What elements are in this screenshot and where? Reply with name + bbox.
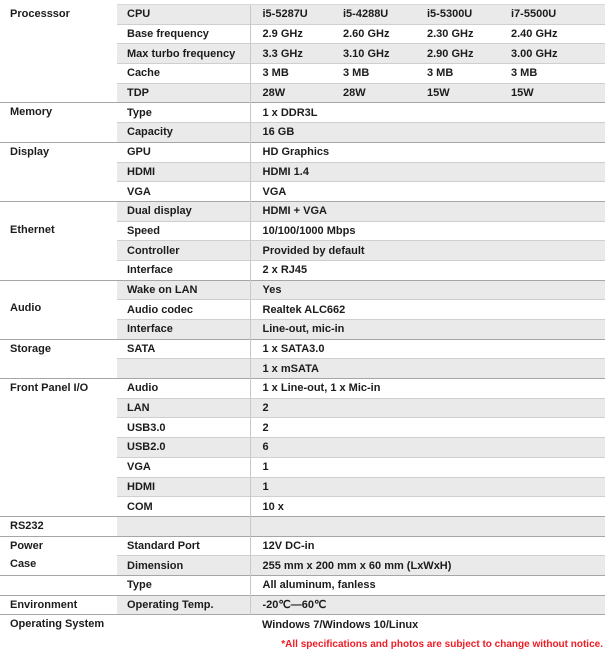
spec-value-cell: 2.9 GHz [250, 24, 331, 44]
spec-value-cell: i7-5500U [499, 5, 605, 25]
spec-table [0, 4, 605, 634]
spec-row [0, 615, 605, 634]
spec-value-cell: HDMI 1.4 [250, 162, 605, 182]
spec-value-cell: 15W [415, 83, 499, 103]
spec-label-cell [117, 615, 250, 634]
spec-value-cell: Realtek ALC662 [250, 300, 605, 320]
spec-value-cell: 28W [250, 83, 331, 103]
category-label: Operating System [10, 618, 105, 631]
spec-row [0, 280, 605, 300]
category-label: Environment [10, 598, 78, 611]
spec-value-cell: -20℃—60℃ [250, 595, 605, 615]
spec-label-cell: Max turbo frequency [117, 44, 250, 64]
spec-value-cell: 2 x RJ45 [250, 260, 605, 280]
spec-value-cell: HDMI + VGA [250, 201, 605, 221]
spec-label-cell: Dimension [117, 556, 250, 576]
spec-value-cell: 1 x SATA3.0 [250, 339, 605, 359]
category-cell [0, 5, 117, 103]
category-label: Processsor [10, 7, 70, 20]
spec-value-cell: 2.30 GHz [415, 24, 499, 44]
spec-row [0, 142, 605, 162]
category-cell [0, 595, 117, 615]
spec-label-cell: Audio [117, 379, 250, 399]
spec-label-cell: HDMI [117, 477, 250, 497]
spec-value-cell: 3 MB [331, 64, 415, 84]
spec-value-cell: 2 [250, 398, 605, 418]
spec-label-cell: VGA [117, 457, 250, 477]
spec-value-cell: 255 mm x 200 mm x 60 mm (LxWxH) [250, 556, 605, 576]
spec-value-cell: Provided by default [250, 241, 605, 261]
spec-label-cell: Dual display [117, 201, 250, 221]
spec-value-cell: Windows 7/Windows 10/Linux [250, 615, 605, 634]
spec-value-cell: 3 MB [499, 64, 605, 84]
spec-label-cell: HDMI [117, 162, 250, 182]
category-cell [0, 339, 117, 378]
category-label: Ethernet [10, 223, 55, 236]
category-cell [0, 536, 117, 575]
spec-row [0, 379, 605, 399]
spec-label-cell: Controller [117, 241, 250, 261]
spec-value-cell: 16 GB [250, 123, 605, 143]
spec-label-cell: COM [117, 497, 250, 517]
spec-value-cell: 28W [331, 83, 415, 103]
spec-label-cell: Speed [117, 221, 250, 241]
spec-label-cell: TDP [117, 83, 250, 103]
spec-value-cell: Line-out, mic-in [250, 320, 605, 340]
spec-label-cell: Operating Temp. [117, 595, 250, 615]
spec-row [0, 5, 605, 25]
category-cell [0, 103, 117, 142]
spec-label-cell: Capacity [117, 123, 250, 143]
category-cell [0, 201, 117, 280]
spec-value-cell: 2 [250, 418, 605, 438]
spec-label-cell: Interface [117, 320, 250, 340]
spec-value-cell: 10/100/1000 Mbps [250, 221, 605, 241]
spec-value-cell: 3 MB [250, 64, 331, 84]
spec-row [0, 516, 605, 536]
spec-label-cell: Interface [117, 260, 250, 280]
spec-row [0, 536, 605, 556]
spec-value-cell: i5-5300U [415, 5, 499, 25]
spec-label-cell: USB3.0 [117, 418, 250, 438]
spec-value-cell: i5-4288U [331, 5, 415, 25]
spec-label-cell: VGA [117, 182, 250, 202]
category-label: RS232 [10, 519, 44, 532]
spec-value-cell: 3.3 GHz [250, 44, 331, 64]
spec-label-cell [117, 516, 250, 536]
spec-row [0, 575, 605, 595]
spec-label-cell: GPU [117, 142, 250, 162]
spec-value-cell: HD Graphics [250, 142, 605, 162]
spec-value-cell: 1 [250, 477, 605, 497]
spec-label-cell: Wake on LAN [117, 280, 250, 300]
category-cell [0, 379, 117, 517]
category-cell [0, 280, 117, 339]
category-label: Storage [10, 342, 51, 355]
spec-value-cell: 6 [250, 438, 605, 458]
spec-value-cell: 12V DC-in [250, 536, 605, 556]
category-label: Audio [10, 302, 42, 315]
category-label: Memory [10, 106, 53, 119]
spec-value-cell: 2.40 GHz [499, 24, 605, 44]
category-label: Display [10, 145, 50, 158]
spec-label-cell: Audio codec [117, 300, 250, 320]
spec-value-cell: All aluminum, fanless [250, 575, 605, 595]
spec-value-cell: 1 [250, 457, 605, 477]
spec-label-cell: Type [117, 575, 250, 595]
spec-value-cell: i5-5287U [250, 5, 331, 25]
spec-row [0, 339, 605, 359]
category-cell [0, 575, 117, 595]
category-label: Power [10, 539, 44, 552]
spec-value-cell: 1 x Line-out, 1 x Mic-in [250, 379, 605, 399]
spec-value-cell: 3.10 GHz [331, 44, 415, 64]
spec-row [0, 201, 605, 221]
spec-value-cell: 1 x mSATA [250, 359, 605, 379]
spec-label-cell: SATA [117, 339, 250, 359]
spec-row [0, 103, 605, 123]
spec-label-cell: Cache [117, 64, 250, 84]
spec-value-cell: 15W [499, 83, 605, 103]
spec-label-cell: Type [117, 103, 250, 123]
spec-label-cell: Base frequency [117, 24, 250, 44]
category-cell [0, 615, 117, 634]
spec-value-cell: 2.90 GHz [415, 44, 499, 64]
spec-label-cell [117, 359, 250, 379]
category-label: Case [10, 558, 37, 571]
category-label: Front Panel I/O [10, 382, 89, 395]
spec-label-cell: Standard Port [117, 536, 250, 556]
spec-value-cell: 3 MB [415, 64, 499, 84]
category-cell [0, 142, 117, 201]
spec-value-cell [250, 516, 605, 536]
disclaimer-note: *All specifications and photos are subject to change without notice. [281, 639, 603, 650]
spec-table-body [0, 5, 605, 635]
category-cell [0, 516, 117, 536]
spec-value-cell: VGA [250, 182, 605, 202]
spec-value-cell: 2.60 GHz [331, 24, 415, 44]
spec-value-cell: 1 x DDR3L [250, 103, 605, 123]
spec-value-cell: 10 x [250, 497, 605, 517]
spec-value-cell: 3.00 GHz [499, 44, 605, 64]
spec-label-cell: CPU [117, 5, 250, 25]
spec-label-cell: LAN [117, 398, 250, 418]
spec-label-cell: USB2.0 [117, 438, 250, 458]
spec-value-cell: Yes [250, 280, 605, 300]
spec-row [0, 595, 605, 615]
